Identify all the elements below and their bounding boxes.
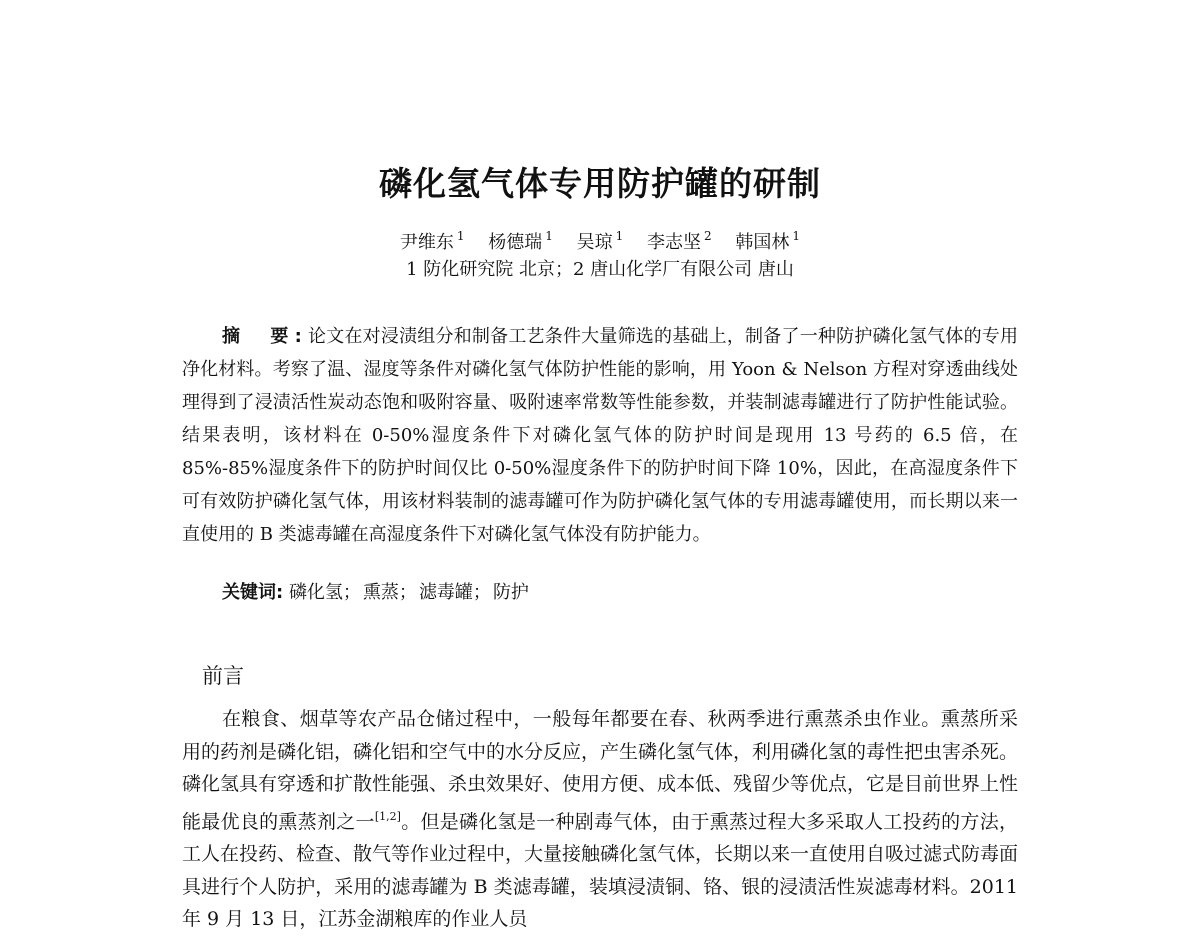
affiliation-mark: 1 bbox=[456, 229, 465, 243]
body-paragraph bbox=[182, 703, 1018, 936]
keyword: 熏蒸； bbox=[362, 582, 417, 603]
keywords-label: 关键词: bbox=[222, 582, 284, 603]
affiliations: 1 防化研究院 北京；2 唐山化学厂有限公司 唐山 bbox=[406, 259, 794, 280]
author bbox=[577, 222, 624, 257]
citation-ref: [1,2] bbox=[374, 809, 401, 823]
keywords bbox=[222, 576, 1022, 609]
abstract bbox=[182, 320, 1018, 551]
body-text-part: 。但是磷化氢是一种剧毒气体，由于熏蒸过程大多采取人工投药的方法，工人在投药、检查、散气等作业过程中，大量接触磷化氢气体，长期以来一直使用自吸过滤式防毒面具进行个人防护，采用的滤毒罐为 B 类滤毒罐，装填浸渍铜、铬、银的浸渍活性炭滤毒材料。2011 年 9 月 13 日，江苏金湖粮库的作业人员 bbox=[182, 810, 1019, 930]
abstract-text: 论文在对浸渍组分和制备工艺条件大量筛选的基础上，制备了一种防护磷化氢气体的专用净化材料。考察了温、湿度等条件对磷化氢气体防护性能的影响，用 Yoon & Nelson 方程对穿透曲线处理得到了浸渍活性炭动态饱和吸附容量、吸附速率常数等性能参数，并装制滤毒罐进行了防护性能试验。结果表明，该材料在 0-50%湿度条件下对磷化氢气体的防护时间是现用 13 号药的 6.5 倍，在 85%-85%湿度条件下的防护时间仅比 0-50%湿度条件下的防护时间下降 10%，因此，在高湿度条件下可有效防护磷化氢气体，用该材料装制的滤毒罐可作为防护磷化氢气体的专用滤毒罐使用，而长期以来一直使用的 B 类滤毒罐在高湿度条件下对磷化氢气体没有防护能力。 bbox=[182, 326, 1018, 545]
affiliation-mark: 1 bbox=[615, 229, 624, 243]
affiliation-mark: 1 bbox=[792, 229, 801, 243]
keyword: 磷化氢； bbox=[288, 582, 361, 603]
author-name: 李志坚 bbox=[647, 232, 702, 253]
keyword: 滤毒罐； bbox=[418, 582, 491, 603]
author-name: 吴琼 bbox=[576, 232, 613, 253]
affiliation-mark: 2 bbox=[704, 229, 712, 243]
author bbox=[647, 222, 712, 257]
paper-title: 磷化氢气体专用防护罐的研制 bbox=[379, 164, 821, 203]
author-name: 尹维东 bbox=[399, 232, 454, 253]
author bbox=[488, 222, 553, 257]
body-text-part: 在粮食、烟草等农产品仓储过程中，一般每年都要在春、秋两季进行熏蒸杀虫作业。熏蒸所采用的药剂是磷化铝，磷化铝和空气中的水分反应，产生磷化氢气体，利用磷化氢的毒性把虫害杀死。磷化氢具有穿透和扩散性能强、杀虫效果好、使用方便、成本低、残留少等优点，它是目前世界上性能最优良的熏蒸剂之一 bbox=[182, 708, 1019, 833]
author-name: 韩国林 bbox=[735, 232, 790, 253]
section-heading: 前言 bbox=[202, 664, 244, 688]
abstract-label: 摘 要: bbox=[222, 326, 308, 347]
author-list bbox=[0, 222, 1200, 257]
author bbox=[400, 222, 465, 257]
author-name: 杨德瑞 bbox=[488, 232, 543, 253]
affiliation-mark: 1 bbox=[545, 229, 553, 243]
keyword: 防护 bbox=[492, 582, 529, 603]
author bbox=[735, 222, 800, 257]
